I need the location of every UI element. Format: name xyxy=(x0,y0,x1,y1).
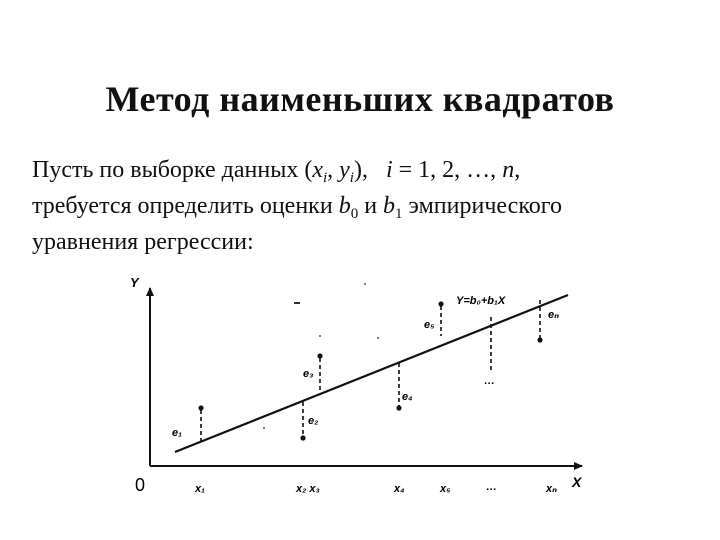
x-tick-4: x₄ xyxy=(394,483,405,495)
var-b0: b xyxy=(338,193,351,219)
origin-label: 0 xyxy=(135,475,146,495)
line2-pre: требуется определить оценки xyxy=(32,193,339,219)
var-b0-sub: 0 xyxy=(350,206,359,222)
regression-line xyxy=(175,295,568,452)
x-tick-n: xₙ xyxy=(546,483,558,495)
residual-label-2: e₂ xyxy=(308,415,319,427)
var-y-sub: i xyxy=(349,170,354,186)
x-tick-1: x₁ xyxy=(195,483,205,495)
data-point-4 xyxy=(396,405,401,410)
body-line-3: уравнения регрессии: xyxy=(32,229,254,255)
var-n: n xyxy=(502,157,515,183)
residual-label-5: e₅ xyxy=(424,319,435,331)
speck-3 xyxy=(263,427,265,429)
residual-label-4: e₄ xyxy=(402,391,413,403)
x-tick-2-3: x₂ x₃ xyxy=(296,483,320,495)
residual-label-ellipsis: … xyxy=(484,375,495,387)
var-b1-sub: 1 xyxy=(395,206,403,222)
y-axis-label: Y xyxy=(130,275,139,290)
speck-5 xyxy=(319,335,321,337)
residual-label-n: eₙ xyxy=(548,309,560,321)
data-point-1 xyxy=(198,405,203,410)
line1-close: ), xyxy=(353,157,368,183)
regression-label: Y=b₀+b₁X xyxy=(456,295,506,307)
data-point-n xyxy=(537,337,542,342)
speck-2 xyxy=(364,283,366,285)
speck-1 xyxy=(294,302,300,304)
var-b1: b xyxy=(383,193,396,219)
x-axis-label: X xyxy=(572,474,582,490)
line1-enum: = 1, 2, …, xyxy=(392,157,503,183)
line1-pre: Пусть по выборке данных ( xyxy=(32,157,313,183)
residual-label-1: e₁ xyxy=(172,427,182,439)
data-point-5 xyxy=(438,301,443,306)
var-y: y xyxy=(339,157,350,183)
var-x: x xyxy=(312,157,323,183)
slide-title: Метод наименьших квадратов xyxy=(105,79,615,119)
residual-label-3: e₃ xyxy=(303,368,314,380)
data-point-3 xyxy=(317,353,322,358)
line2-post: эмпирического xyxy=(402,193,562,219)
var-x-sub: i xyxy=(322,170,328,186)
x-tick-5: x₅ xyxy=(440,483,451,495)
line1-comma: , xyxy=(327,157,340,183)
var-i: i xyxy=(385,157,393,183)
speck-4 xyxy=(377,337,379,339)
line2-and: и xyxy=(358,193,384,219)
line1-end: , xyxy=(514,157,521,183)
data-point-2 xyxy=(300,435,305,440)
x-tick-ellipsis: … xyxy=(486,481,497,493)
